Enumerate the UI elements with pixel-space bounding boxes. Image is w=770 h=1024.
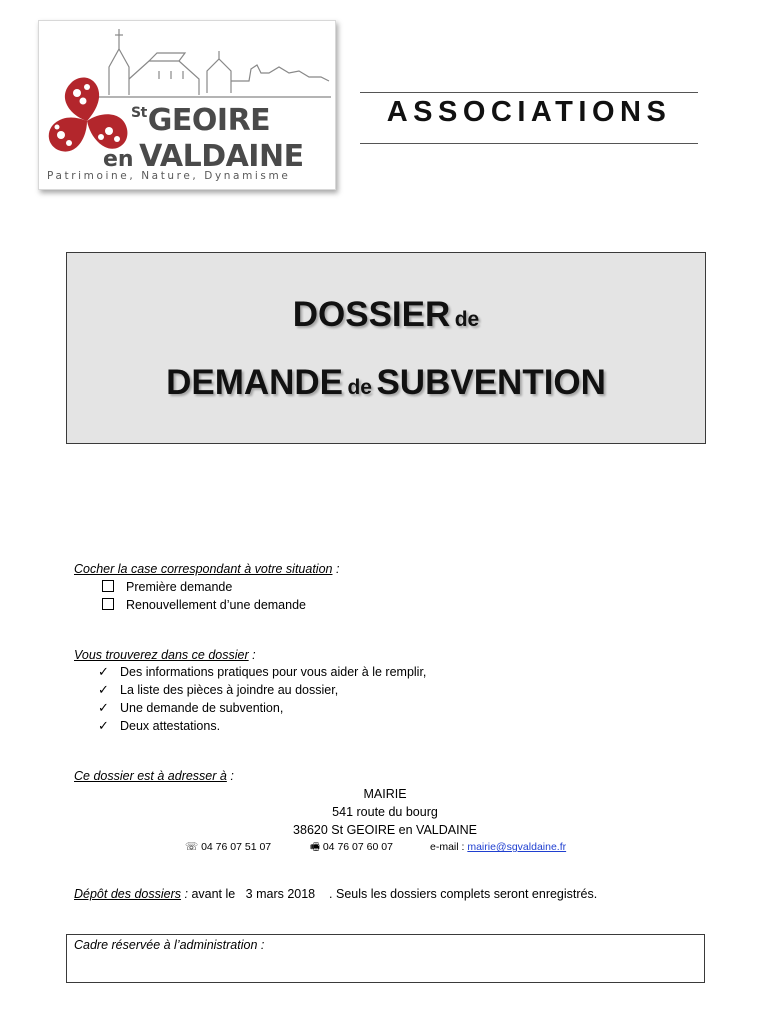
trefoil-emblem-icon — [49, 78, 128, 152]
logo-tagline: Patrimoine, Nature, Dynamisme — [47, 170, 291, 182]
deposit-info: Dépôt des dossiers : avant le 3 mars 2018 . Seuls les dossiers complets seront enregistrés. — [74, 887, 598, 901]
title-line-2: DEMANDE de SUBVENTION — [166, 363, 606, 402]
phone-icon: ☏ — [185, 841, 199, 853]
address-street: 541 route du bourg — [332, 805, 438, 819]
address-city: 38620 St GEOIRE en VALDAINE — [293, 823, 477, 837]
logo-name-line1: $^{St}$GEOIRE — [131, 103, 271, 138]
checkmark-icon: ✓ — [98, 718, 109, 733]
fax-line: 🖷 04 76 07 60 07 — [310, 841, 393, 853]
situation-heading: Cocher la case correspondant à votre situation : — [74, 562, 340, 576]
checkmark-icon: ✓ — [98, 664, 109, 679]
checkmark-icon: ✓ — [98, 682, 109, 697]
address-heading: Ce dossier est à adresser à : — [74, 769, 234, 783]
document-title-box — [66, 252, 706, 444]
option-renewal-request[interactable]: Renouvellement d’une demande — [102, 596, 306, 614]
checkbox[interactable] — [102, 598, 114, 610]
address-name: MAIRIE — [363, 787, 407, 801]
list-item: ✓ Des informations pratiques pour vous aider à le remplir, — [98, 664, 427, 679]
list-item: ✓ La liste des pièces à joindre au dossier, — [98, 682, 339, 697]
fax-icon: 🖷 — [310, 841, 320, 853]
option-first-request[interactable]: Première demande — [102, 578, 232, 596]
list-item: ✓ Une demande de subvention, — [98, 700, 284, 715]
checkmark-icon: ✓ — [98, 700, 109, 715]
admin-box-label: Cadre réservée à l’administration : — [74, 938, 265, 952]
page-category-title: ASSOCIATIONS — [386, 96, 672, 128]
checkbox[interactable] — [102, 580, 114, 592]
email-link[interactable]: mairie@sgvaldaine.fr — [467, 841, 567, 853]
phone-line: ☏ 04 76 07 51 07 — [185, 841, 272, 853]
header-rule-bottom — [360, 143, 698, 144]
contents-heading: Vous trouverez dans ce dossier : — [74, 648, 256, 662]
list-item: ✓ Deux attestations. — [98, 718, 221, 733]
admin-reserved-box — [66, 934, 705, 983]
logo-name-line2: en VALDAINE — [103, 139, 304, 174]
title-line-1: DOSSIER de — [292, 295, 480, 334]
municipal-logo — [38, 20, 336, 190]
email-line: e-mail : mairie@sgvaldaine.fr — [430, 841, 567, 853]
header-rule-top — [360, 92, 698, 93]
